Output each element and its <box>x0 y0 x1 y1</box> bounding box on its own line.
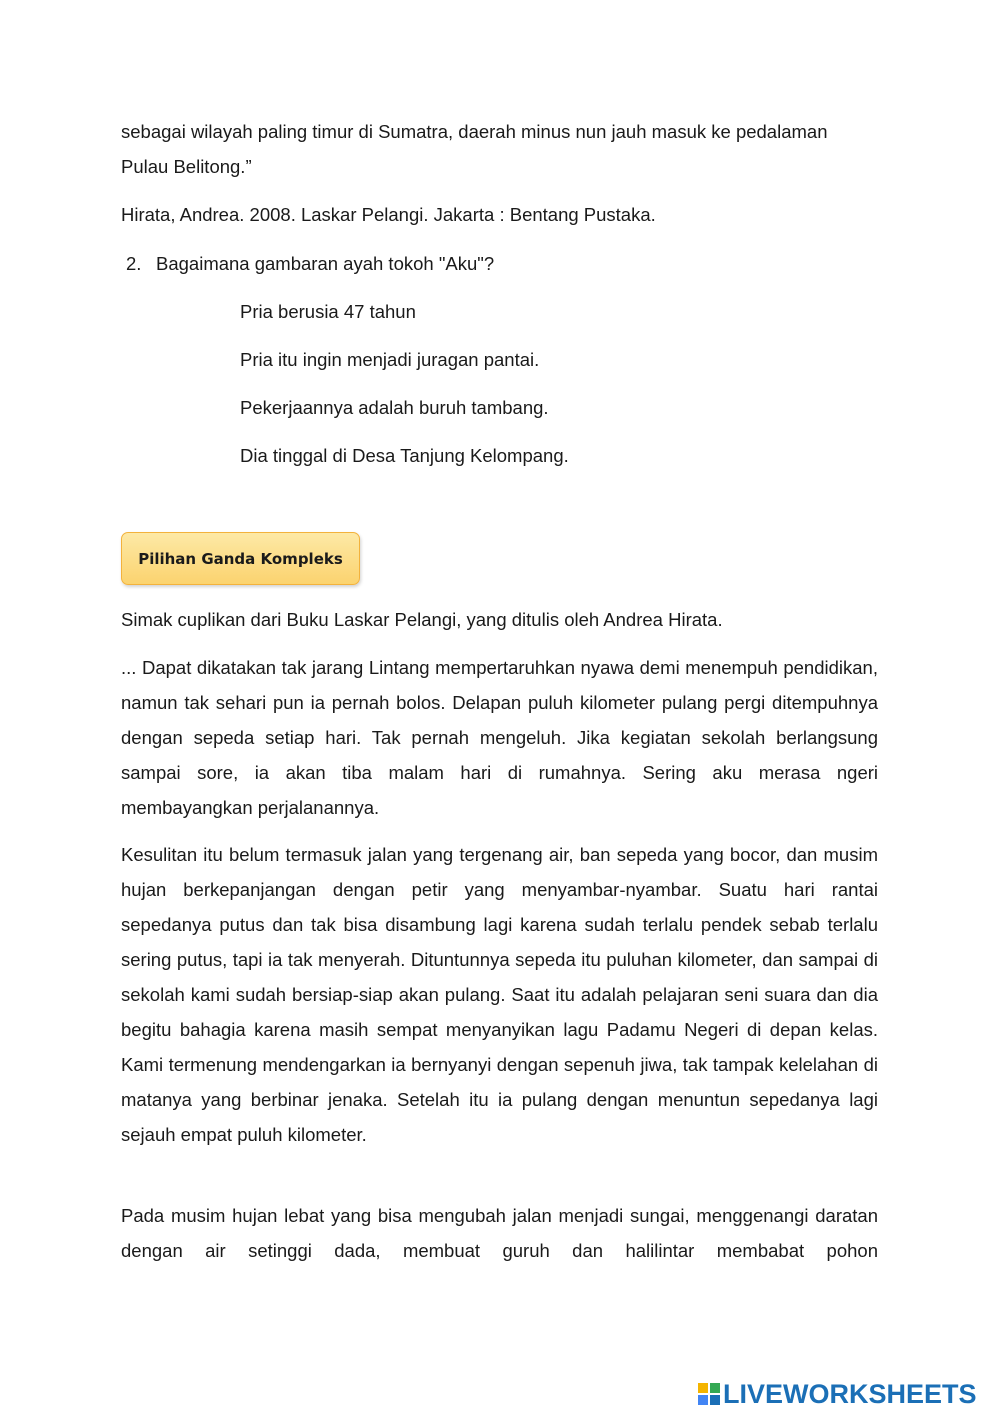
intro-line-2: Pulau Belitong.” <box>121 156 252 177</box>
section-badge: Pilihan Ganda Kompleks <box>121 532 360 585</box>
intro-line-1: sebagai wilayah paling timur di Sumatra, daerah minus nun jauh masuk ke pedalaman <box>121 121 828 142</box>
citation: Hirata, Andrea. 2008. Laskar Pelangi. Jakarta : Bentang Pustaka. <box>121 204 656 225</box>
logo-text: LIVEWORKSHEETS <box>723 1379 977 1409</box>
intro-paragraph <box>121 114 878 184</box>
question-number: 2. <box>126 253 142 274</box>
passage-paragraph-1: ... Dapat dikatakan tak jarang Lintang mempertaruhkan nyawa demi menempuh pendidikan, namun tak sehari pun ia pernah bolos. Delapan puluh kilometer pulang pergi ditempuhnya dengan sepeda setiap hari. Tak pernah mengeluh. Jika kegiatan sekolah berlangsung sampai sore, ia akan tiba malam hari di rumahnya. Sering aku merasa ngeri membayangkan perjalanannya. <box>121 657 878 818</box>
answer-option[interactable]: Dia tinggal di Desa Tanjung Kelompang. <box>240 445 569 466</box>
passage-paragraph-2: Kesulitan itu belum termasuk jalan yang tergenang air, ban sepeda yang bocor, dan musim hujan berkepanjangan dengan petir yang menyambar-nyambar. Suatu hari rantai sepedanya putus dan tak bisa disambung lagi karena sudah terlalu pendek sebab terlalu sering putus, tapi ia tak menyerah. Dituntunnya sepeda itu puluhan kilometer, dan sampai di sekolah kami sudah bersiap-siap akan pulang. Saat itu adalah pelajaran seni suara dan dia begitu bahagia karena masih sempat menyanyikan lagu Padamu Negeri di depan kelas. Kami termenung mendengarkan ia bernyanyi dengan sepenuh jiwa, tak tampak kelelahan di matanya yang berbinar jenaka. Setelah itu ia pulang dengan menuntun sepedanya lagi sejauh empat puluh kilometer. <box>121 844 878 1145</box>
passage-paragraph-3: Pada musim hujan lebat yang bisa mengubah jalan menjadi sungai, menggenangi daratan dengan air setinggi dada, membuat guruh dan halilintar membabat pohon <box>121 1205 878 1261</box>
instruction-text: Simak cuplikan dari Buku Laskar Pelangi, yang ditulis oleh Andrea Hirata. <box>121 609 723 630</box>
question-text: Bagaimana gambaran ayah tokoh "Aku"? <box>156 253 495 274</box>
liveworksheets-logo <box>698 1378 977 1410</box>
answer-option[interactable]: Pekerjaannya adalah buruh tambang. <box>240 397 549 418</box>
answer-option[interactable]: Pria berusia 47 tahun <box>240 301 416 322</box>
question-2 <box>126 246 494 281</box>
answer-option[interactable]: Pria itu ingin menjadi juragan pantai. <box>240 349 540 370</box>
liveworksheets-logo-icon <box>698 1383 720 1405</box>
